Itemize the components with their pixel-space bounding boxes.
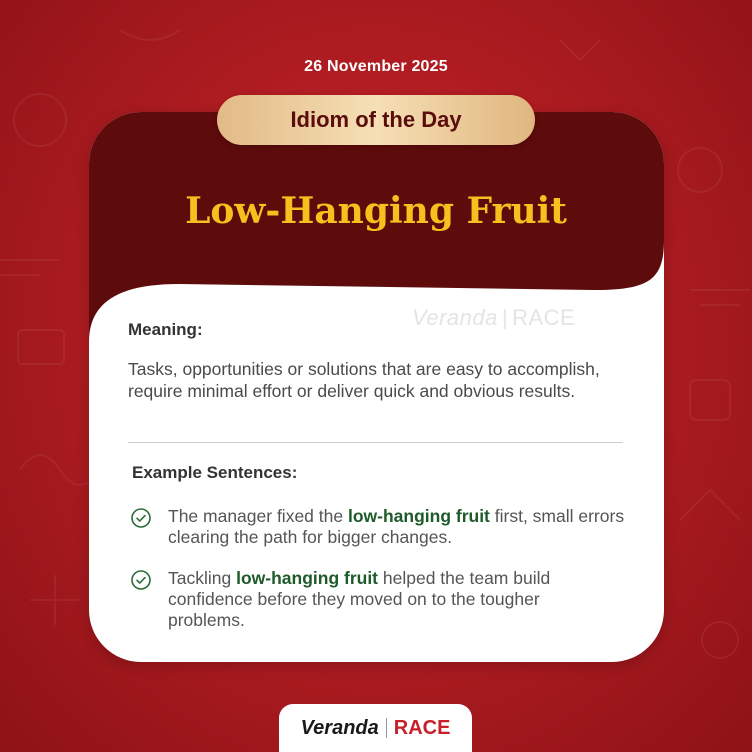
example-text [168, 506, 648, 548]
divider [128, 442, 623, 443]
footer-logo [279, 704, 472, 752]
footer-logo-brand: Veranda [300, 716, 379, 739]
example-highlight: low-hanging fruit [236, 568, 379, 588]
footer-logo-partner: RACE [393, 716, 451, 739]
watermark-partner: RACE [512, 305, 576, 330]
example-text-start: The manager fixed the [168, 506, 348, 526]
example-text-end: first, small errors clearing the path for bigger changes. [168, 506, 625, 547]
check-circle-icon [130, 569, 152, 591]
example-text [168, 568, 598, 631]
example-text-end: helped the team build confidence before they moved on to the tougher problems. [168, 568, 551, 630]
date-label: 26 November 2025 [304, 58, 448, 75]
idiom-title: Low-Hanging Fruit [185, 190, 567, 232]
examples-label: Example Sentences: [132, 463, 298, 482]
example-text-start: Tackling [168, 568, 237, 588]
watermark-logo: Veranda | RACE [412, 305, 576, 330]
meaning-text: Tasks, opportunities or solutions that are easy to accomplish, require minimal effort or deliver quick and obvious results. [128, 359, 600, 401]
idiom-of-the-day-badge: Idiom of the Day [217, 95, 535, 145]
watermark-brand: Veranda [412, 305, 498, 330]
footer-logo-separator [386, 718, 387, 738]
card-header-shape [89, 112, 664, 352]
check-circle-icon [130, 507, 152, 529]
example-highlight: low-hanging fruit [347, 506, 490, 526]
meaning-label: Meaning: [128, 320, 203, 339]
